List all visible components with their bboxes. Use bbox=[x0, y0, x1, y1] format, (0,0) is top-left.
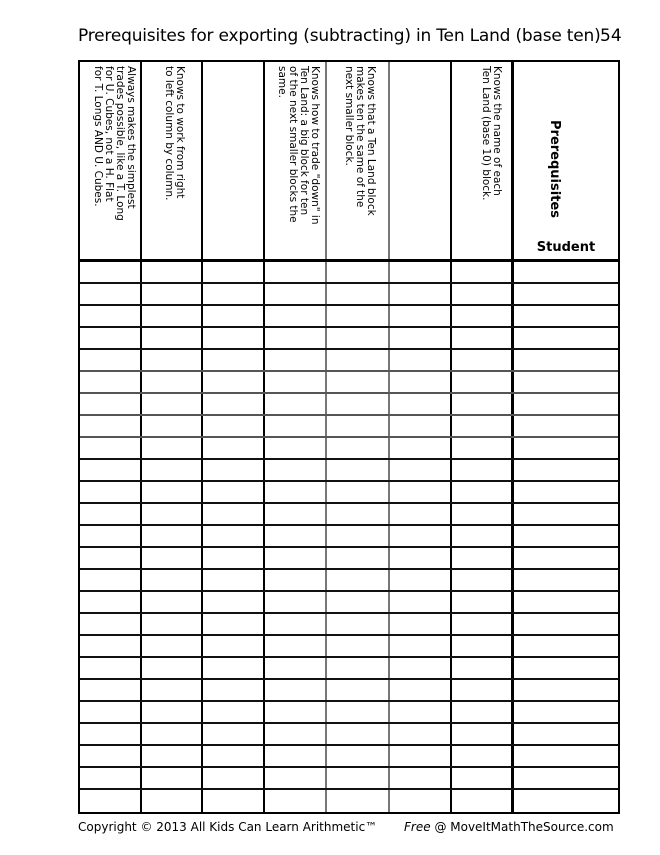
prerequisite-text bbox=[202, 66, 258, 256]
website-credit bbox=[404, 820, 614, 834]
website-link[interactable]: @ MoveItMathTheSource.com bbox=[434, 820, 614, 834]
student-label: Student bbox=[536, 240, 596, 255]
row-divider bbox=[80, 788, 618, 790]
row-divider bbox=[80, 414, 618, 416]
header-cell-col-6 bbox=[141, 62, 201, 259]
row-divider bbox=[80, 326, 618, 328]
prerequisite-text bbox=[389, 66, 445, 256]
row-divider bbox=[80, 304, 618, 306]
row-divider bbox=[80, 700, 618, 702]
header-cell-col-5 bbox=[202, 62, 263, 259]
row-divider bbox=[80, 458, 618, 460]
header-cell-col-2 bbox=[389, 62, 450, 259]
header-divider bbox=[80, 259, 618, 262]
row-divider bbox=[80, 678, 618, 680]
prerequisites-label: Prerequisites bbox=[547, 120, 562, 218]
prerequisite-text: Always makes the simplest trades possible, like a T. Long for U. Cubes, not a H. Flat for T. Longs AND U. Cubes. bbox=[92, 66, 137, 221]
row-divider bbox=[80, 766, 618, 768]
header-cell-col-4 bbox=[264, 62, 325, 259]
header-cell-col-3 bbox=[326, 62, 387, 259]
prerequisite-text: Knows that a Ten Land block makes ten the same of the next smaller block. bbox=[343, 66, 377, 216]
row-divider bbox=[80, 744, 618, 746]
row-divider bbox=[80, 634, 618, 636]
row-divider bbox=[80, 612, 618, 614]
row-divider bbox=[80, 392, 618, 394]
header-cell-col-7 bbox=[80, 62, 140, 259]
row-divider bbox=[80, 546, 618, 548]
prerequisite-text: Knows the name of each Ten Land (base 10) block. bbox=[480, 66, 503, 201]
row-divider bbox=[80, 480, 618, 482]
page-title: Prerequisites for exporting (subtracting) in Ten Land (base ten) bbox=[78, 26, 601, 46]
copyright-text: Copyright © 2013 All Kids Can Learn Arithmetic™ bbox=[78, 820, 378, 834]
prerequisite-text: Knows how to trade "down" in Ten Land: a big block for ten of the next smaller blocks the same. bbox=[276, 66, 321, 225]
row-divider bbox=[80, 502, 618, 504]
header-cell-student bbox=[514, 62, 618, 259]
row-divider bbox=[80, 282, 618, 284]
free-label: Free bbox=[404, 820, 431, 834]
prerequisite-text: Knows to work from right to left column by column. bbox=[163, 66, 186, 201]
row-divider bbox=[80, 524, 618, 526]
page-number: 54 bbox=[600, 26, 622, 46]
prerequisites-table bbox=[78, 60, 620, 814]
row-divider bbox=[80, 348, 618, 350]
row-divider bbox=[80, 370, 618, 372]
row-divider bbox=[80, 436, 618, 438]
row-divider bbox=[80, 590, 618, 592]
row-divider bbox=[80, 568, 618, 570]
header-cell-col-1 bbox=[451, 62, 512, 259]
row-divider bbox=[80, 656, 618, 658]
row-divider bbox=[80, 722, 618, 724]
